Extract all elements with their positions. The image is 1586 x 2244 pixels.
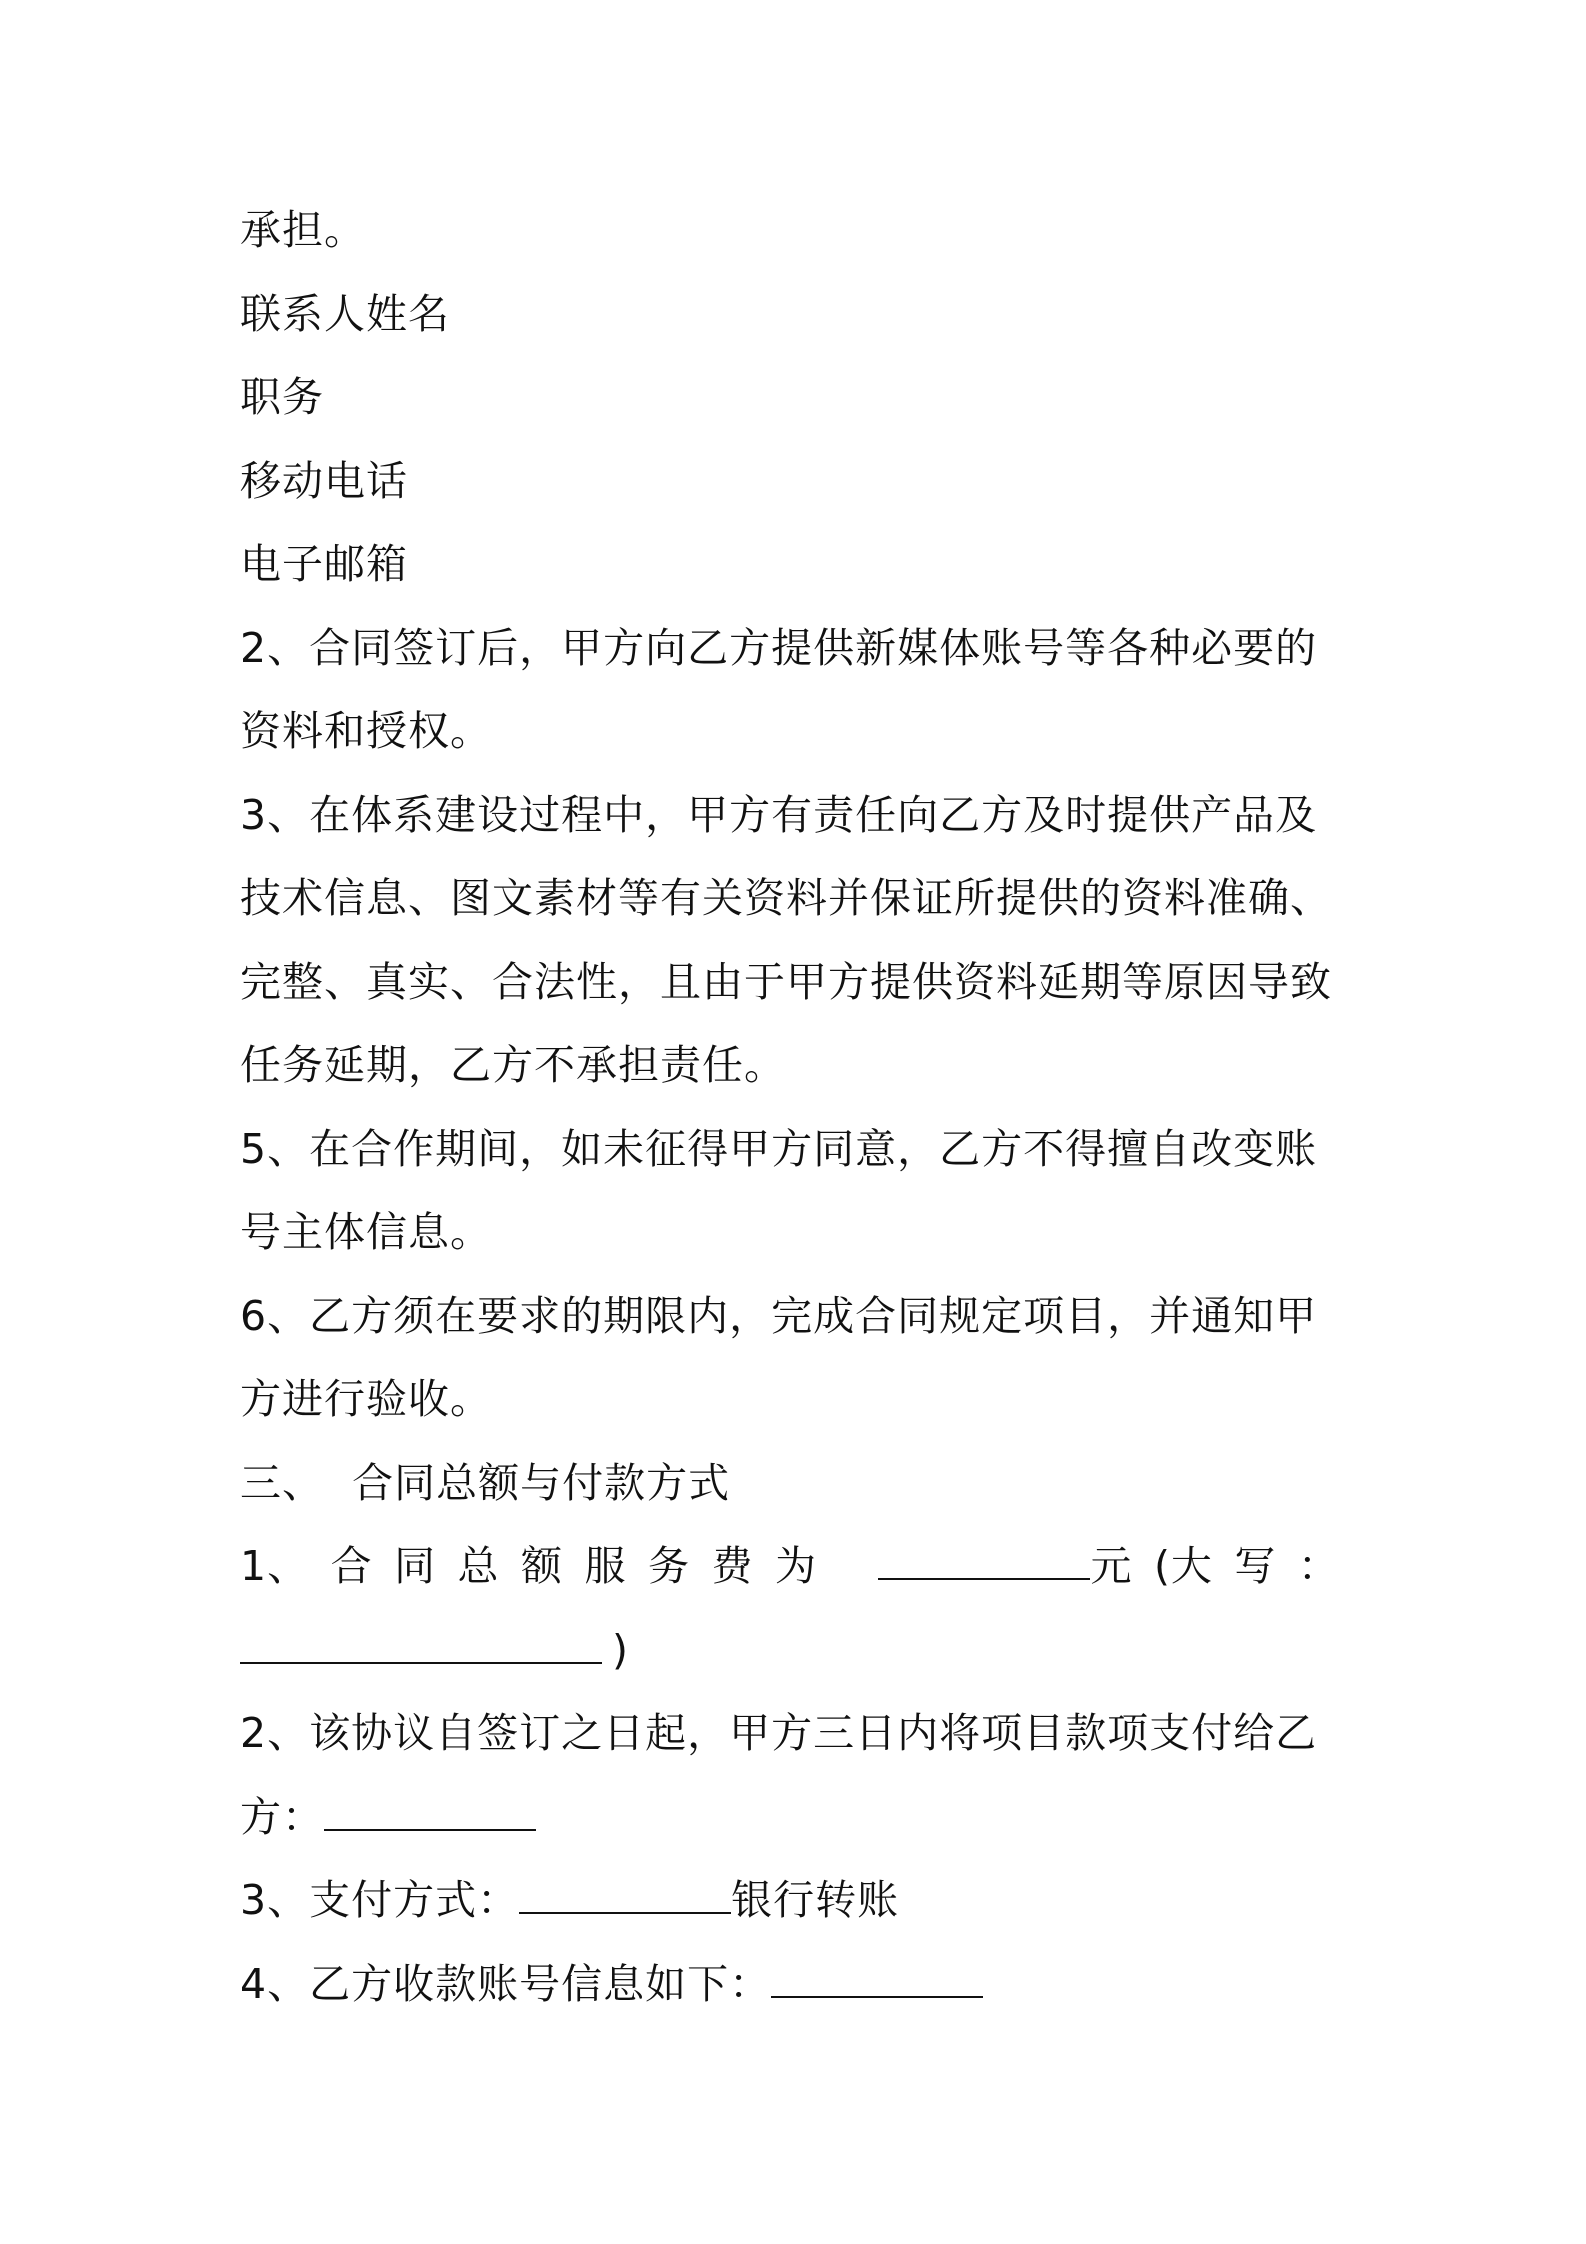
amount-clause-number: 1、 <box>240 1542 310 1590</box>
receiving-account-line <box>240 1954 1360 2014</box>
amount-words-colon: ： <box>1297 1542 1340 1590</box>
amount-words-open: (大 <box>1153 1542 1213 1590</box>
text-line: 承担。 <box>240 206 366 254</box>
receiving-account-blank[interactable] <box>771 1956 983 1998</box>
clause-5-line-2: 号主体信息。 <box>240 1208 492 1256</box>
payment-clause-2-line-2 <box>240 1787 1360 1847</box>
clause-3-line-1: 3、在体系建设过程中，甲方有责任向乙方及时提供产品及 <box>240 791 1318 839</box>
payment-clause-2-line-1: 2、该协议自签订之日起，甲方三日内将项目款项支付给乙 <box>240 1709 1318 1757</box>
amount-char: 服 <box>584 1542 627 1590</box>
amount-unit: 元 <box>1090 1542 1133 1590</box>
clause-3-line-3: 完整、真实、合法性，且由于甲方提供资料延期等原因导致 <box>240 958 1332 1006</box>
clause-2-line-1: 2、合同签订后，甲方向乙方提供新媒体账号等各种必要的 <box>240 624 1318 672</box>
amount-char: 务 <box>648 1542 690 1590</box>
receiving-account-label: 4、乙方收款账号信息如下： <box>240 1960 772 2008</box>
mobile-phone-label: 移动电话 <box>240 457 408 505</box>
clause-5-line-1: 5、在合作期间，如未征得甲方同意，乙方不得擅自改变账 <box>240 1125 1318 1173</box>
amount-char: 合 <box>330 1542 373 1590</box>
payment-method-value: 银行转账 <box>731 1876 900 1924</box>
contact-name-label: 联系人姓名 <box>240 290 450 338</box>
payment-method-blank[interactable] <box>519 1872 731 1914</box>
clause-3-line-4: 任务延期，乙方不承担责任。 <box>240 1041 786 1089</box>
amount-clause-line-1 <box>240 1536 1340 1596</box>
clause-6-line-1: 6、乙方须在要求的期限内，完成合同规定项目，并通知甲 <box>240 1292 1318 1340</box>
amount-words-write: 写 <box>1234 1542 1277 1590</box>
amount-char: 总 <box>457 1542 500 1590</box>
payment-method-label: 3、支付方式： <box>240 1876 520 1924</box>
section-heading-contract-amount: 三、 合同总额与付款方式 <box>240 1459 731 1507</box>
amount-fill-group <box>838 1536 1132 1596</box>
clause-3-line-2: 技术信息、图文素材等有关资料并保证所提供的资料准确、 <box>240 874 1332 922</box>
amount-char: 为 <box>774 1542 817 1590</box>
amount-clause-line-2 <box>240 1620 1360 1680</box>
amount-words-close: ) <box>612 1626 629 1674</box>
amount-in-words-blank[interactable] <box>240 1622 602 1664</box>
payment-to-party-label: 方： <box>240 1793 324 1841</box>
amount-char: 费 <box>711 1542 754 1590</box>
clause-2-line-2: 资料和授权。 <box>240 707 492 755</box>
payment-method-line <box>240 1870 1360 1930</box>
amount-char: 额 <box>521 1542 564 1590</box>
email-label: 电子邮箱 <box>240 540 408 588</box>
position-label: 职务 <box>240 373 324 421</box>
amount-blank[interactable] <box>878 1538 1090 1580</box>
payment-to-party-blank[interactable] <box>324 1789 536 1831</box>
clause-6-line-2: 方进行验收。 <box>240 1375 492 1423</box>
amount-char: 同 <box>394 1542 437 1590</box>
